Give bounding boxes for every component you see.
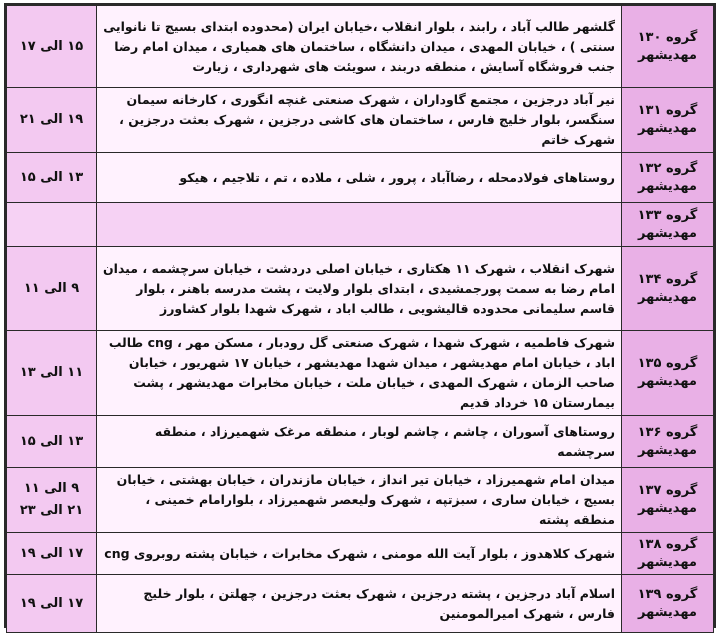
group-cell bbox=[622, 468, 714, 533]
areas-cell: گلشهر طالب آباد ، رابند ، بلوار انقلاب ،خیابان ایران (محدوده ابتدای بسیج تا نانوایی سنتی ) ، خیابان المهدی ، میدان دانشگاه ، ساختمان های همیاری ، میدان امام رضا جنب فروشگاه آسایش ، منطقه دربند ، سویئت های شهرداری ، زیارت bbox=[97, 6, 622, 88]
group-number: گروه ۱۳۷ bbox=[637, 483, 698, 498]
table-row bbox=[7, 533, 714, 575]
group-number: گروه ۱۳۹ bbox=[637, 586, 698, 602]
time-cell bbox=[7, 88, 97, 153]
table-row bbox=[7, 247, 714, 331]
time-range: ۱۷ الی ۱۹ bbox=[19, 545, 84, 561]
table-row bbox=[7, 575, 714, 633]
group-city: مهدیشهر bbox=[638, 374, 697, 389]
time-range: ۲۱ الی ۲۳ bbox=[19, 503, 84, 518]
group-city: مهدیشهر bbox=[638, 178, 697, 194]
table-row bbox=[7, 203, 714, 247]
group-city: مهدیشهر bbox=[638, 225, 697, 241]
time-cell bbox=[7, 6, 97, 88]
time-range: ۹ الی ۱۱ bbox=[23, 280, 80, 296]
outage-schedule-frame bbox=[4, 3, 716, 628]
areas-cell: نیر آباد درجزین ، مجتمع گاوداران ، شهرک صنعتی غنچه انگوری ، کارخانه سیمان سنگسر، بلوار خلیج فارس ، ساختمان های کاشی درجزین ، شهرک بعثت درجزین ، شهرک خاتم bbox=[97, 88, 622, 153]
time-cell bbox=[7, 203, 97, 247]
areas-cell: اسلام آباد درجزین ، پشته درجزین ، شهرک بعثت درجزین ، چهلتن ، بلوار خلیج فارس ، شهرک امیرالمومنین bbox=[97, 575, 622, 633]
time-cell bbox=[7, 247, 97, 331]
areas-cell bbox=[97, 203, 622, 247]
group-city: مهدیشهر bbox=[638, 604, 697, 620]
areas-cell: روستاهای آسوران ، چاشم ، چاشم لوبار ، منطقه مرغک شهمیرزاد ، منطقه سرچشمه bbox=[97, 416, 622, 468]
time-cell bbox=[7, 331, 97, 416]
group-cell bbox=[622, 153, 714, 203]
table-row bbox=[7, 416, 714, 468]
time-range: ۱۵ الی ۱۷ bbox=[19, 38, 84, 54]
table-row bbox=[7, 88, 714, 153]
time-range: ۱۱ الی ۱۳ bbox=[19, 365, 84, 380]
time-cell bbox=[7, 416, 97, 468]
time-range: ۹ الی ۱۱ bbox=[23, 481, 80, 496]
group-cell bbox=[622, 416, 714, 468]
areas-cell: شهرک فاطمیه ، شهرک شهدا ، شهرک صنعتی گل رودبار ، مسکن مهر ، cng طالب اباد ، خیابان امام مهدیشهر ، میدان شهدا مهدیشهر ، خیابان ۱۷ شهریور ، خیابان صاحب الزمان ، شهرک المهدی ، خیابان ملت ، خیابان مخابرات مهدیشهر ، پشت بیمارستان ۱۵ خرداد قدیم bbox=[97, 331, 622, 416]
group-city: مهدیشهر bbox=[638, 501, 697, 516]
group-cell bbox=[622, 533, 714, 575]
time-range: ۱۳ الی ۱۵ bbox=[19, 433, 84, 449]
group-city: مهدیشهر bbox=[638, 442, 697, 458]
table-row bbox=[7, 6, 714, 88]
table-row bbox=[7, 468, 714, 533]
time-cell bbox=[7, 575, 97, 633]
group-cell bbox=[622, 6, 714, 88]
time-range: ۱۷ الی ۱۹ bbox=[19, 595, 84, 611]
areas-cell: روستاهای فولادمحله ، رضاآباد ، پرور ، شلی ، ملاده ، تم ، تلاجیم ، هیکو bbox=[97, 153, 622, 203]
table-row bbox=[7, 331, 714, 416]
group-number: گروه ۱۳۶ bbox=[637, 424, 698, 440]
group-number: گروه ۱۳۴ bbox=[637, 271, 698, 287]
time-cell bbox=[7, 153, 97, 203]
areas-cell: شهرک انقلاب ، شهرک ۱۱ هکتاری ، خیابان اصلی دردشت ، خیابان سرچشمه ، میدان امام رضا به سمت پورجمشیدی ، ابتدای بلوار ولایت ، پشت مدرسه باهنر ، بلوار قاسم سلیمانی محدوده قالیشویی ، طالب اباد ، شهرک شهدا بلوار کشاورز bbox=[97, 247, 622, 331]
group-city: مهدیشهر bbox=[638, 554, 697, 570]
areas-cell: میدان امام شهمیرزاد ، خیابان تیر انداز ، خیابان مازندران ، خیابان بهشتی ، خیابان بسیج ، خیابان ساری ، سبزتپه ، شهرک ولیعصر شهمیرزاد ، بلوارامام خمینی ، منطقه پشته bbox=[97, 468, 622, 533]
areas-cell: شهرک کلاهدوز ، بلوار آیت الله مومنی ، شهرک مخابرات ، خیابان پشته روبروی cng bbox=[97, 533, 622, 575]
table-row bbox=[7, 153, 714, 203]
group-cell bbox=[622, 575, 714, 633]
group-cell bbox=[622, 203, 714, 247]
time-cell bbox=[7, 533, 97, 575]
time-range: ۱۳ الی ۱۵ bbox=[19, 169, 84, 185]
group-city: مهدیشهر bbox=[638, 121, 697, 136]
time-cell bbox=[7, 468, 97, 533]
group-cell bbox=[622, 331, 714, 416]
group-number: گروه ۱۳۲ bbox=[637, 160, 698, 176]
group-number: گروه ۱۳۱ bbox=[637, 103, 698, 118]
group-number: گروه ۱۳۳ bbox=[637, 207, 698, 223]
group-city: مهدیشهر bbox=[638, 289, 697, 305]
time-range: ۱۹ الی ۲۱ bbox=[19, 112, 84, 127]
outage-schedule-table bbox=[6, 5, 714, 633]
group-number: گروه ۱۳۰ bbox=[637, 29, 698, 45]
group-city: مهدیشهر bbox=[638, 47, 697, 63]
group-cell bbox=[622, 88, 714, 153]
group-number: گروه ۱۳۸ bbox=[637, 536, 698, 552]
group-number: گروه ۱۳۵ bbox=[637, 356, 698, 371]
group-cell bbox=[622, 247, 714, 331]
